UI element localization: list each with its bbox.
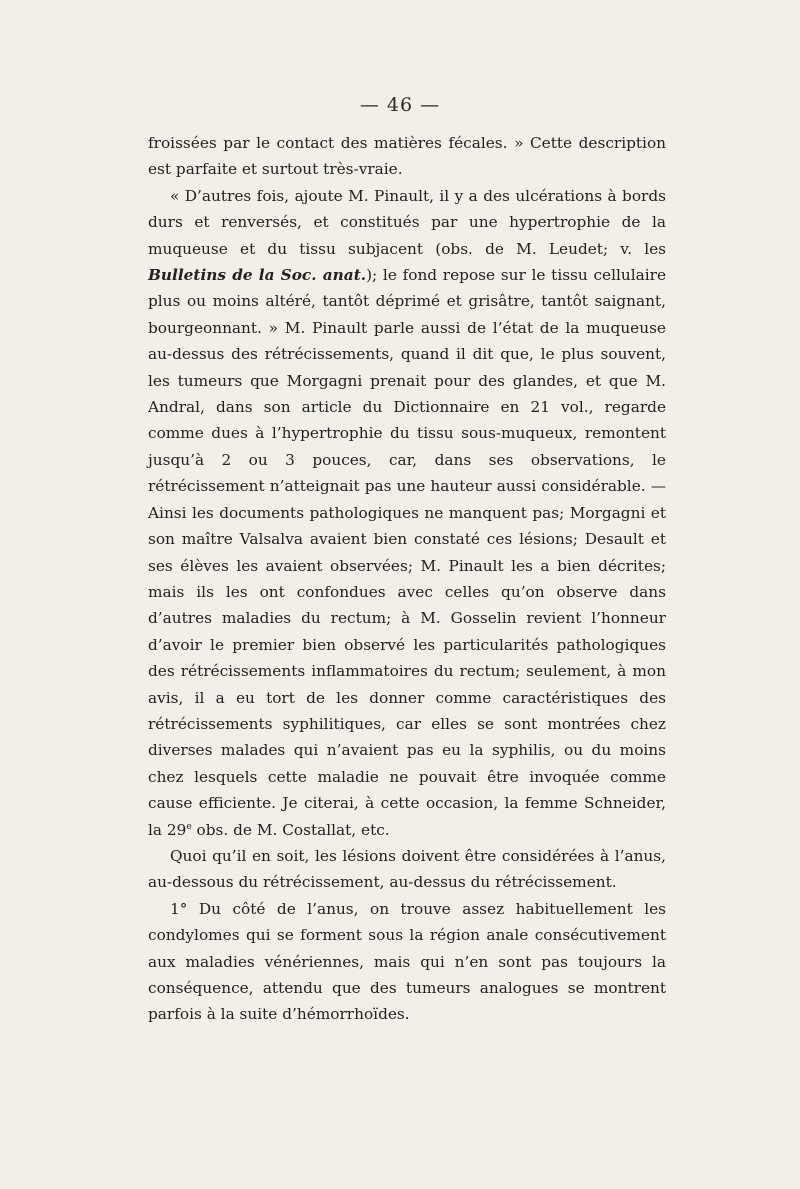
paragraph-2-part-1: « D’autres fois, ajoute M. Pinault, il y a des ulcérations à bords durs et renversés, et constitués par une hypertrophie de la muqueuse et du tissu subjacent (obs. de M. Leudet; v. les [148,186,666,258]
paragraph-2-part-3: obs. de M. Costallat, etc. [191,820,390,839]
paragraph-2 [148,183,666,843]
page-number: — 46 — [359,94,441,116]
ordinal-superscript: e [186,821,192,832]
body-text [148,130,666,1028]
paragraph-3: Quoi qu’il en soit, les lésions doivent être considérées à l’anus, au-dessous du rétrécissement, au-dessus du rétrécissement. [148,846,666,892]
paragraph-4: 1° Du côté de l’anus, on trouve assez habituellement les condylomes qui se forment sous la région anale consécutivement aux maladies vénériennes, mais qui n’en sont pas toujours la conséquence, attendu que des tumeurs analogues se montrent parfois à la suite d’hémorrhoïdes. [148,899,666,1024]
bulletins-citation: Bulletins de la Soc. anat. [148,266,367,285]
paragraph-2-part-2: ); le fond repose sur le tissu cellulaire plus ou moins altéré, tantôt déprimé et grisâtre, tantôt saignant, bourgeonnant. » M. Pinault parle aussi de l’état de la muqueuse au-dessus des rétrécissements, quand il dit que, le plus souvent, les tumeurs que Morgagni prenait pour des glandes, et que M. Andral, dans son article du Dictionnaire en 21 vol., regarde comme dues à l’hypertrophie du tissu sous-muqueux, remontent jusqu’à 2 ou 3 pouces, car, dans ses observations, le rétrécissement n’atteignait pas une hauteur aussi considérable. — Ainsi les documents pathologiques ne manquent pas; Morgagni et son maître Valsalva avaient bien constaté ces lésions; Desault et ses élèves les avaient observées; M. Pinault les a bien décrites; mais ils les ont confondues avec celles qu’on observe dans d’autres maladies du rectum; à M. Gosselin revient l’honneur d’avoir le premier bien observé les particularités pathologiques des rétrécissements inflammatoires du rectum; seulement, à mon avis, il a eu tort de les donner comme caractéristiques des rétrécissements syphilitiques, car elles se sont montrées chez diverses malades qui n’avaient pas eu la syphilis, ou du moins chez lesquels cette maladie ne pouvait être invoquée comme cause efficiente. Je citerai, à cette occasion, la femme Schneider, la 29 [148,266,666,839]
paragraph-1: froissées par le contact des matières fécales. » Cette description est parfaite et surtout très-vraie. [148,134,666,179]
